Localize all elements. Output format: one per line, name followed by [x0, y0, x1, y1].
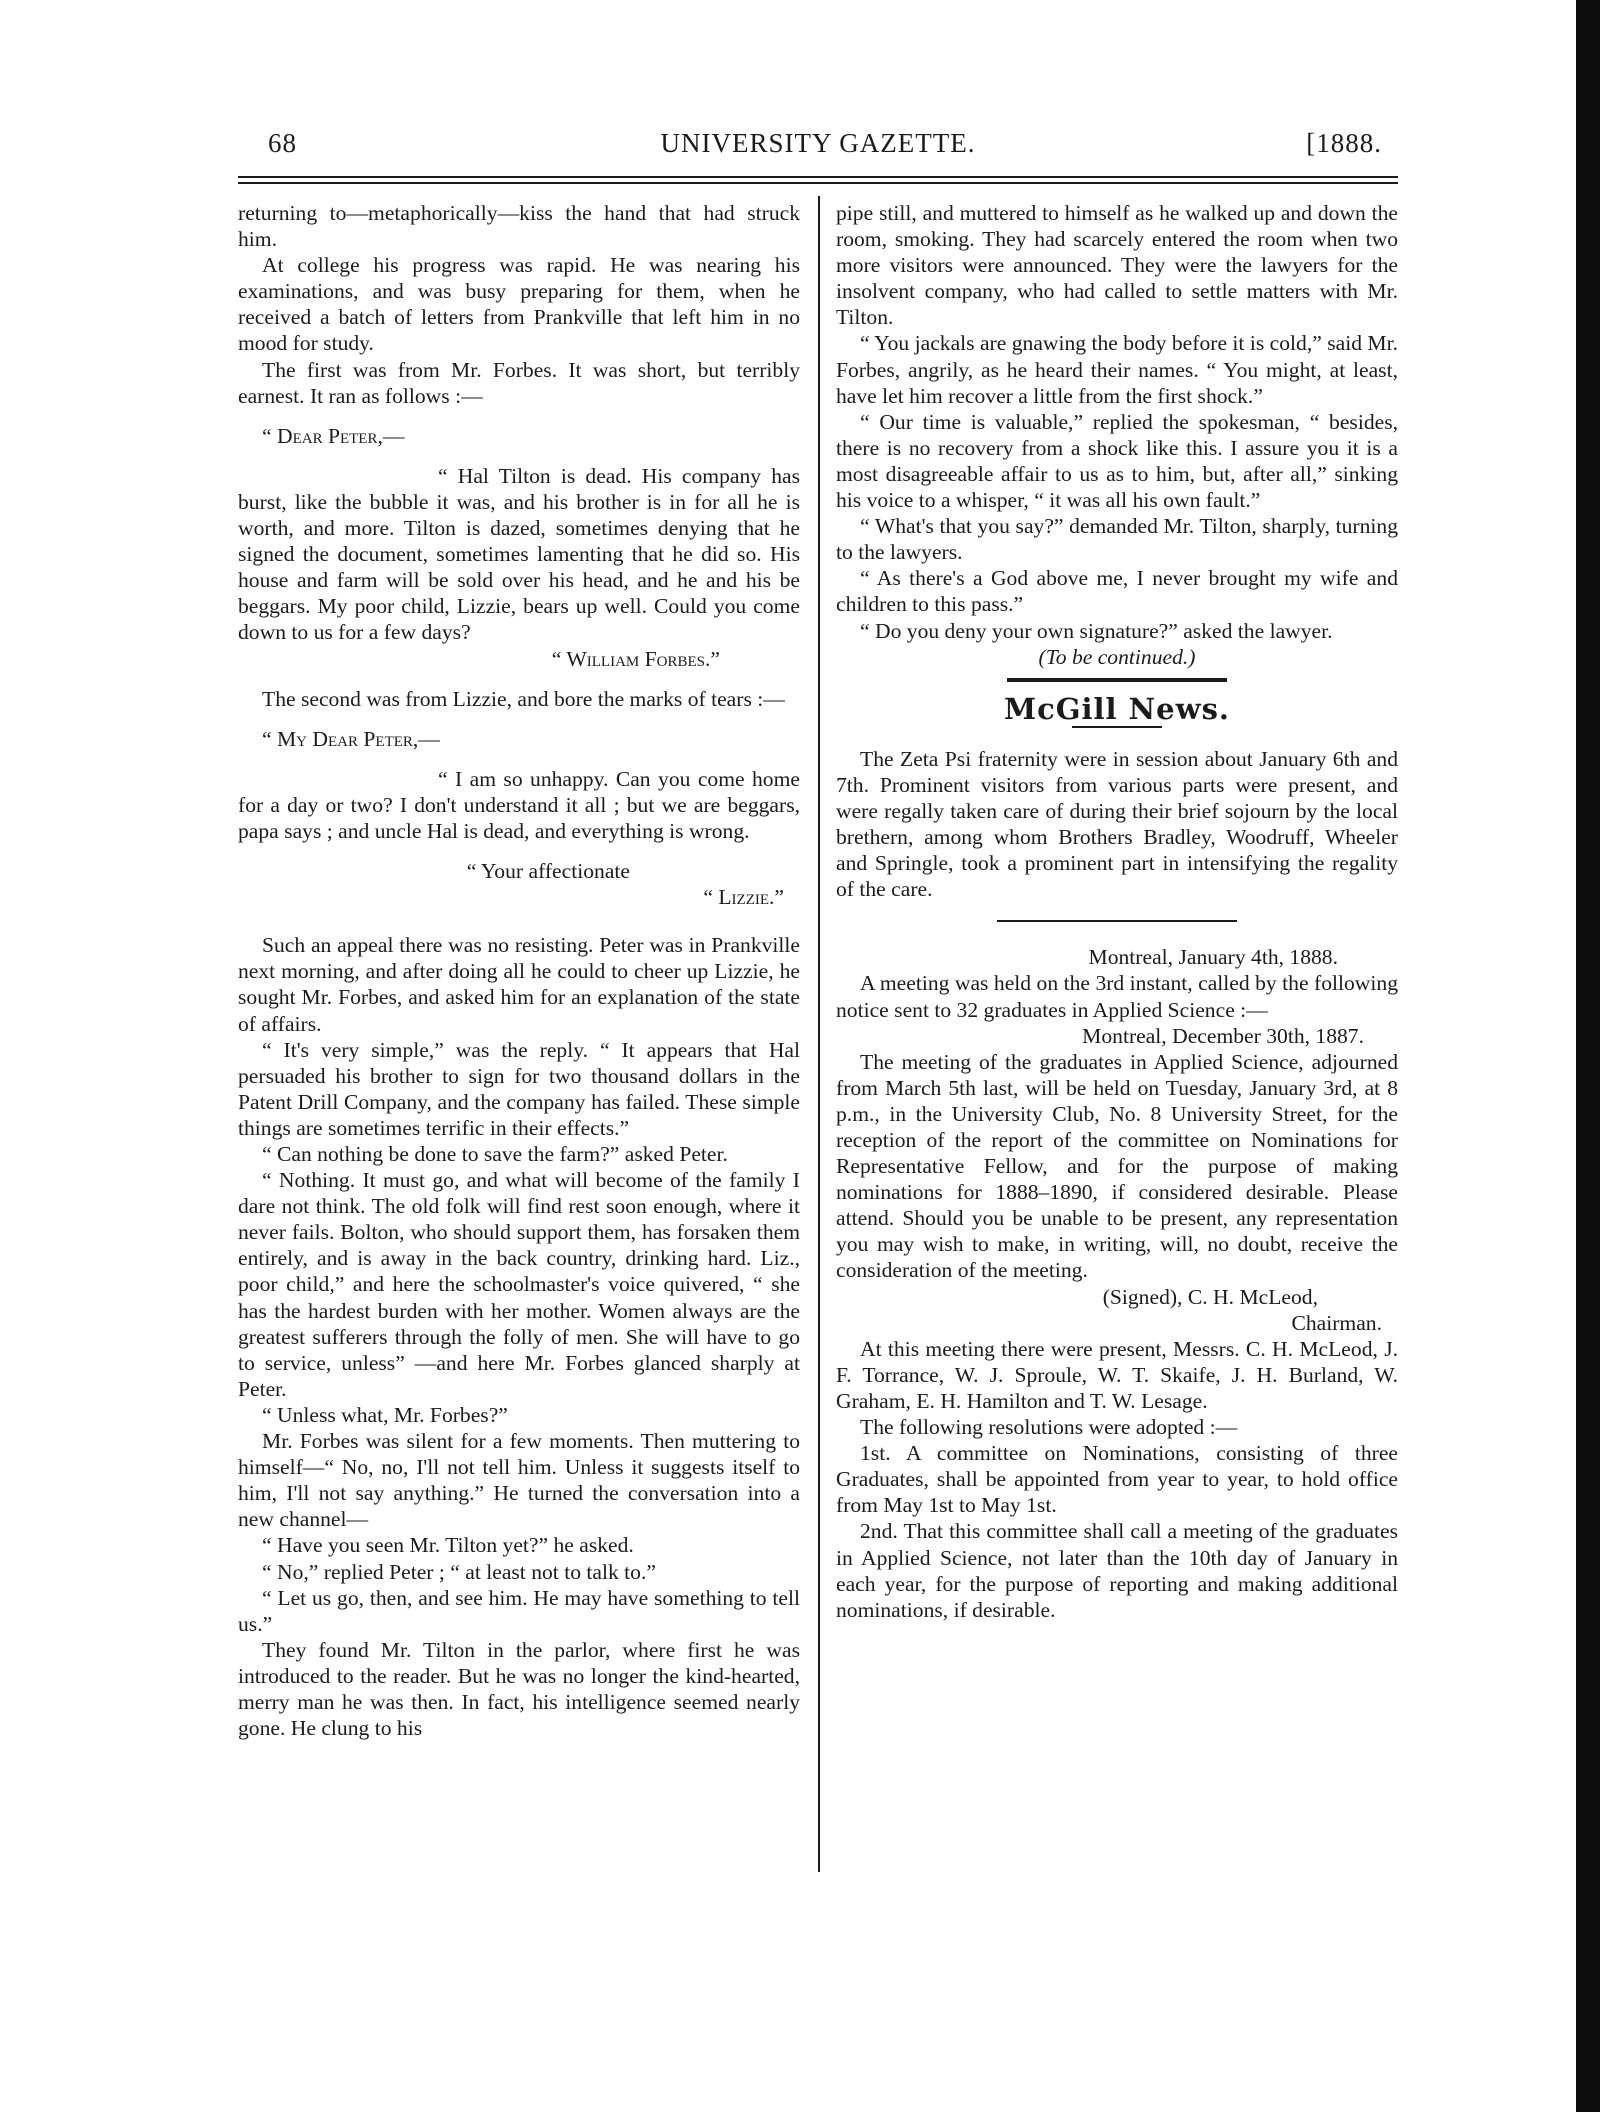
paragraph: “ You jackals are gnawing the body before it is cold,” said Mr. Forbes, angrily, as he heard their names. “ You might, at least, have let him recover a little from the first shock.” — [836, 331, 1398, 408]
paragraph: At this meeting there were present, Messrs. C. H. McLeod, J. F. Torrance, W. J. Sproule, W. T. Skaife, J. H. Burland, W. Graham, E. H. Hamilton and T. W. Lesage. — [836, 1336, 1398, 1413]
letter-salutation: “ My Dear Peter,— — [262, 726, 440, 751]
paragraph: The first was from Mr. Forbes. It was short, but terribly earnest. It ran as follows :— — [238, 357, 800, 408]
paragraph: “ Nothing. It must go, and what will become of the family I dare not think. The old folk will find rest soon enough, where it never fails. Bolton, who should support them, has forsaken them entirely, and is away in the back country, drinking hard. Liz., poor child,” and here the schoolmaster's voice quivered, “ she has the hardest burden with her mother. Women always are the greatest sufferers through the folly of men. She will have to go to service, unless” —and here Mr. Forbes glanced sharply at Peter. — [238, 1168, 800, 1401]
letter-salutation: “ Dear Peter,— — [262, 423, 405, 448]
divider-rule — [997, 920, 1237, 922]
paragraph: pipe still, and muttered to himself as he walked up and down the room, smoking. They had scarcely entered the room when two more visitors were announced. They were the lawyers for the insolvent company, who had called to settle matters with Mr. Tilton. — [836, 201, 1398, 330]
letter-body: “ I am so unhappy. Can you come home for a day or two? I don't understand it all ; but we are beggars, papa says ; and uncle Hal is dead, and everything is wrong. — [238, 766, 800, 843]
header-rule-top — [238, 176, 1398, 178]
left-column — [238, 200, 800, 1741]
scan-edge-bar — [1576, 0, 1600, 2112]
paragraph: “ No,” replied Peter ; “ at least not to talk to.” — [262, 1559, 656, 1584]
paragraph: The Zeta Psi fraternity were in session about January 6th and 7th. Prominent visitors from various parts were present, and were regally taken care of during their brief sojourn by the local brethern, among whom Brothers Bradley, Woodruff, Wheeler and Springle, took a prominent part in intensifying the regality of the care. — [836, 746, 1398, 902]
paragraph: 1st. A committee on Nominations, consisting of three Graduates, shall be appointed from year to year, to hold office from May 1st to May 1st. — [836, 1441, 1398, 1518]
header-year: [1888. — [1306, 128, 1382, 158]
section-heading: McGill News. — [1003, 691, 1231, 726]
letter-signature: “ William Forbes.” — [551, 646, 720, 671]
signed-line: (Signed), C. H. McLeod, — [1102, 1284, 1318, 1309]
paragraph: Such an appeal there was no resisting. Peter was in Prankville next morning, and after doing all he could to cheer up Lizzie, he sought Mr. Forbes, and asked him for an explanation of the state of affairs. — [238, 933, 800, 1036]
page-header — [238, 128, 1398, 172]
paragraph: returning to—metaphorically—kiss the hand that had struck him. — [238, 201, 800, 252]
paragraph: “ Let us go, then, and see him. He may have something to tell us.” — [238, 1585, 800, 1636]
paragraph: “ It's very simple,” was the reply. “ It appears that Hal persuaded his brother to sign for two thousand dollars in the Patent Drill Company, and the company has failed. These simple things are sometimes terrific in their effects.” — [238, 1037, 800, 1140]
letter-signature: “ Lizzie.” — [703, 885, 784, 910]
paragraph: Mr. Forbes was silent for a few moments. Then muttering to himself—“ No, no, I'll not tell him. Unless it suggests itself to him, I'll not say anything.” He turned the conversation into a new channel— — [238, 1429, 800, 1532]
letter-body: “ Hal Tilton is dead. His company has burst, like the bubble it was, and his brother is in for all he is worth, and more. Tilton is dazed, sometimes denying that he signed the document, sometimes lamenting that he did so. His house and farm will be sold over his head, and he and his be beggars. My poor child, Lizzie, bears up well. Could you come down to us for a few days? — [238, 463, 800, 645]
paragraph: “ Our time is valuable,” replied the spokesman, “ besides, there is no recovery from a shock like this. I assure you it is a most disagreeable affair to us as to him, but, after all,” sinking his voice to a whisper, “ it was all his own fault.” — [836, 409, 1398, 513]
paragraph: “ What's that you say?” demanded Mr. Tilton, sharply, turning to the lawyers. — [836, 514, 1398, 565]
header-rule-bottom — [238, 182, 1398, 184]
paragraph: At college his progress was rapid. He was nearing his examinations, and was busy preparing for them, when he received a batch of letters from Prankville that left him in no mood for study. — [238, 253, 800, 356]
paragraph: “ Do you deny your own signature?” asked the lawyer. — [860, 618, 1333, 643]
paragraph: The meeting of the graduates in Applied Science, adjourned from March 5th last, will be held on Tuesday, January 3rd, at 8 p.m., in the University Club, No. 8 University Street, for the reception of the report of the committee on Nominations for Representative Fellow, and for the purpose of making nominations for 1888–1890, if considered desirable. Please attend. Should you be unable to be present, any representation you may wish to make, in writing, will, no doubt, receive the consideration of the meeting. — [836, 1049, 1398, 1283]
paragraph: “ Have you seen Mr. Tilton yet?” he asked. — [262, 1533, 634, 1558]
paragraph: They found Mr. Tilton in the parlor, where first he was introduced to the reader. But he was no longer the kind-hearted, merry man he was then. In fact, his intelligence seemed nearly gone. He clung to his — [238, 1637, 800, 1741]
paragraph: The second was from Lizzie, and bore the marks of tears :— — [262, 686, 785, 711]
dateline: Montreal, December 30th, 1887. — [1082, 1023, 1364, 1048]
signed-title: Chairman. — [1291, 1310, 1382, 1335]
paragraph: “ Can nothing be done to save the farm?” asked Peter. — [262, 1142, 728, 1166]
dateline: Montreal, January 4th, 1888. — [1088, 945, 1338, 970]
paragraph: The following resolutions were adopted :— — [860, 1415, 1238, 1440]
letter-closing: “ Your affectionate — [466, 859, 630, 884]
paragraph: 2nd. That this committee shall call a meeting of the graduates in Applied Science, not later than the 10th day of January in each year, for the purpose of reporting and making additional nominations, if desirable. — [836, 1519, 1398, 1622]
section-rule — [1007, 678, 1227, 682]
heading-rule — [1072, 726, 1162, 728]
column-divider — [818, 196, 820, 1872]
paragraph: A meeting was held on the 3rd instant, called by the following notice sent to 32 graduates in Applied Science :— — [836, 971, 1398, 1022]
paragraph: “ Unless what, Mr. Forbes?” — [262, 1402, 508, 1427]
page-number: 68 — [268, 128, 297, 158]
paragraph: “ As there's a God above me, I never brought my wife and children to this pass.” — [836, 566, 1398, 617]
to-be-continued: (To be continued.) — [1038, 644, 1196, 669]
right-column — [836, 200, 1398, 1623]
publication-title: UNIVERSITY GAZETTE. — [660, 128, 976, 158]
